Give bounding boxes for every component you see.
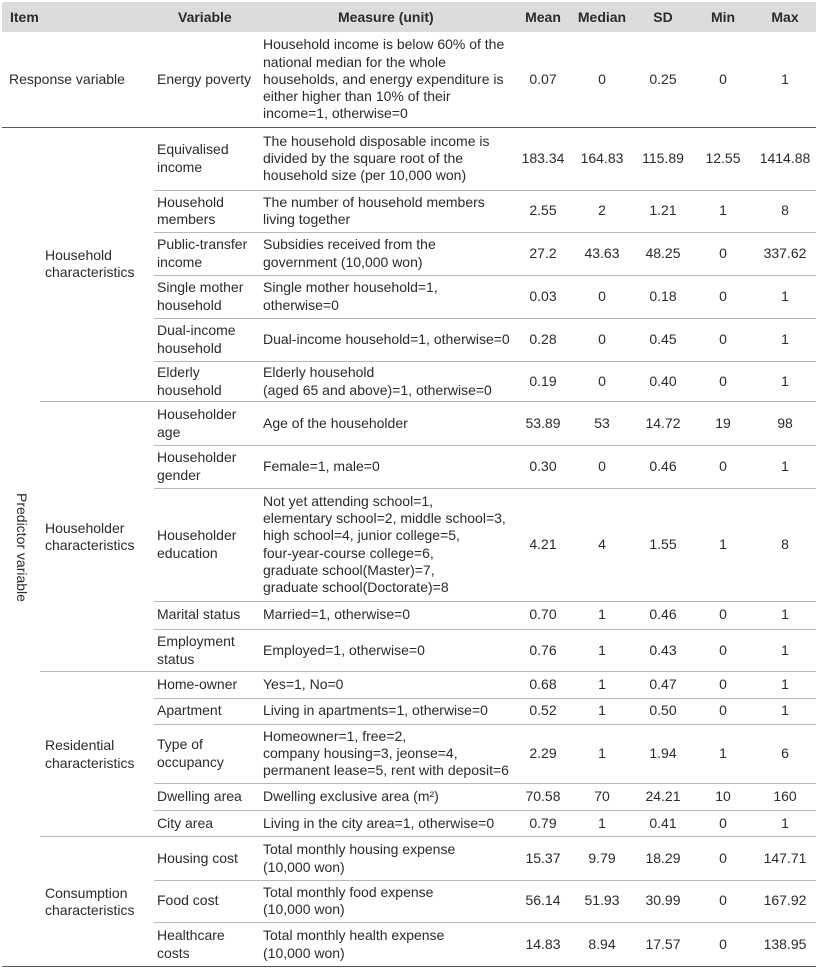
cell-measure: Yes=1, No=0 [263, 676, 344, 693]
cell-min: 1 [719, 202, 727, 219]
cell-max: 147.71 [763, 849, 807, 866]
cell-mean: 0.76 [529, 641, 557, 658]
cell-median: 1 [598, 606, 606, 623]
cell-median: 1 [598, 676, 606, 693]
item-response-variable: Response variable [9, 70, 125, 87]
cell-variable: Dual-income household [157, 322, 236, 356]
cell-max: 1 [781, 372, 789, 389]
header-sd: SD [653, 9, 673, 25]
cell-max: 98 [777, 414, 793, 431]
cell-mean: 0.79 [529, 814, 557, 831]
row-divider [154, 275, 816, 276]
cell-measure: Age of the householder [263, 414, 408, 431]
cell-measure: Not yet attending school=1, elementary school=2, middle school=3, high school=4, junior college=5, four-year-course college=6, graduate school(Master)=7, graduate school(Doctorate)=8 [263, 492, 506, 595]
cell-max: 160 [773, 787, 797, 804]
cell-min: 10 [715, 787, 731, 804]
cell-variable: Food cost [157, 892, 219, 909]
cell-median: 164.83 [580, 149, 624, 166]
header-measure: Measure (unit) [338, 9, 434, 25]
cell-measure: Single mother household=1, otherwise=0 [263, 279, 438, 313]
cell-sd: 1.21 [649, 202, 677, 219]
cell-max: 138.95 [763, 935, 807, 952]
cell-min: 1 [719, 744, 727, 761]
cell-variable: Apartment [157, 702, 222, 719]
cell-measure: Dual-income household=1, otherwise=0 [263, 330, 510, 347]
row-divider [154, 318, 816, 319]
cell-mean: 0.03 [529, 287, 557, 304]
cell-sd: 30.99 [645, 892, 681, 909]
cell-mean: 53.89 [525, 414, 561, 431]
cell-sd: 0.45 [649, 330, 677, 347]
cell-variable: Equivalised income [157, 141, 229, 175]
cell-max: 1 [781, 606, 789, 623]
cell-min: 19 [715, 414, 731, 431]
row-divider [154, 698, 816, 699]
row-divider [154, 922, 816, 923]
cell-mean: 56.14 [525, 892, 561, 909]
header-variable: Variable [178, 9, 232, 25]
cell-variable: Healthcare costs [157, 927, 225, 961]
group-householder: Householder characteristics [45, 519, 135, 553]
cell-mean: 15.37 [525, 849, 561, 866]
table-header [2, 2, 816, 32]
cell-measure: Living in apartments=1, otherwise=0 [263, 702, 488, 719]
cell-mean: 0.70 [529, 606, 557, 623]
cell-min: 0 [719, 849, 727, 866]
row-divider [154, 445, 816, 446]
cell-max: 1 [781, 70, 789, 87]
cell-sd: 0.47 [649, 676, 677, 693]
cell-median: 1 [598, 641, 606, 658]
row-divider [154, 724, 816, 725]
cell-min: 0 [719, 70, 727, 87]
cell-median: 4 [598, 535, 606, 552]
cell-mean: 2.55 [529, 202, 557, 219]
cell-min: 0 [719, 330, 727, 347]
cell-median: 0 [598, 330, 606, 347]
cell-sd: 0.43 [649, 641, 677, 658]
cell-max: 167.92 [763, 892, 807, 909]
cell-sd: 14.72 [645, 414, 681, 431]
cell-min: 0 [719, 457, 727, 474]
cell-min: 0 [719, 287, 727, 304]
cell-min: 0 [719, 606, 727, 623]
header-min: Min [710, 9, 736, 25]
cell-sd: 1.55 [649, 535, 677, 552]
row-divider [40, 836, 816, 837]
cell-measure: Subsidies received from the government (10,000 won) [263, 236, 436, 270]
cell-measure: Total monthly housing expense (10,000 won) [263, 841, 456, 875]
cell-variable: Elderly household [157, 364, 222, 398]
cell-max: 1414.88 [759, 149, 811, 166]
row-divider [154, 880, 816, 881]
cell-mean: 0.07 [529, 70, 557, 87]
cell-variable: Householder age [157, 406, 237, 440]
cell-min: 0 [719, 892, 727, 909]
cell-max: 337.62 [763, 244, 807, 261]
cell-sd: 0.18 [649, 287, 677, 304]
cell-sd: 115.89 [642, 149, 684, 166]
cell-variable: Type of occupancy [157, 736, 224, 770]
cell-max: 1 [781, 457, 789, 474]
cell-sd: 17.57 [645, 935, 681, 952]
cell-variable: Housing cost [157, 849, 238, 866]
cell-measure: Household income is below 60% of the national median for the whole households, and energy expenditure is either higher than 10% of their income=1, otherwise=0 [263, 36, 505, 122]
cell-sd: 1.94 [649, 744, 677, 761]
cell-median: 1 [598, 744, 606, 761]
cell-median: 8.94 [588, 935, 616, 952]
cell-max: 8 [781, 535, 789, 552]
cell-sd: 0.46 [649, 457, 677, 474]
cell-variable: Energy poverty [157, 70, 252, 87]
cell-variable: City area [157, 814, 214, 831]
row-divider [40, 671, 816, 672]
cell-max: 1 [781, 702, 789, 719]
cell-median: 0 [598, 287, 606, 304]
cell-max: 1 [781, 641, 789, 658]
cell-variable: Householder gender [157, 449, 237, 483]
cell-measure: Total monthly food expense (10,000 won) [263, 883, 434, 917]
row-divider [2, 127, 816, 128]
cell-mean: 0.68 [529, 676, 557, 693]
group-household: Household characteristics [45, 246, 135, 280]
group-residential: Residential characteristics [45, 737, 135, 771]
cell-mean: 4.21 [529, 535, 557, 552]
cell-min: 0 [719, 676, 727, 693]
row-divider [154, 810, 816, 811]
cell-variable: Employment status [157, 633, 235, 667]
header-item: Item [10, 9, 39, 25]
cell-max: 1 [781, 814, 789, 831]
row-divider [154, 488, 816, 489]
cell-measure: Homeowner=1, free=2, company housing=3, jeonse=4, permanent lease=5, rent with deposit=6 [263, 727, 509, 779]
cell-median: 70 [594, 787, 610, 804]
cell-mean: 183.34 [521, 149, 565, 166]
cell-mean: 14.83 [525, 935, 561, 952]
cell-variable: Public-transfer income [157, 236, 248, 270]
cell-median: 0 [598, 70, 606, 87]
cell-min: 0 [719, 641, 727, 658]
row-divider [2, 966, 816, 967]
cell-median: 53 [594, 414, 610, 431]
cell-mean: 27.2 [529, 244, 557, 261]
cell-mean: 0.19 [529, 372, 557, 389]
cell-measure: Female=1, male=0 [263, 457, 380, 474]
cell-max: 1 [781, 330, 789, 347]
cell-min: 0 [719, 372, 727, 389]
cell-median: 1 [598, 814, 606, 831]
cell-sd: 0.25 [649, 70, 677, 87]
cell-variable: Home-owner [157, 676, 238, 693]
cell-sd: 24.21 [645, 787, 681, 804]
cell-median: 1 [598, 702, 606, 719]
cell-sd: 18.29 [645, 849, 681, 866]
cell-min: 0 [719, 935, 727, 952]
item-predictor-variable: Predictor variable [14, 492, 30, 602]
cell-measure: Dwelling exclusive area (m²) [263, 787, 439, 804]
cell-min: 0 [719, 244, 727, 261]
row-divider [154, 783, 816, 784]
group-consumption: Consumption characteristics [45, 884, 135, 918]
cell-min: 0 [719, 814, 727, 831]
cell-median: 9.79 [588, 849, 616, 866]
row-divider [154, 629, 816, 630]
header-mean: Mean [525, 9, 561, 25]
cell-measure: Living in the city area=1, otherwise=0 [263, 814, 495, 831]
cell-max: 1 [781, 287, 789, 304]
cell-median: 43.63 [584, 244, 620, 261]
cell-sd: 48.25 [645, 244, 681, 261]
cell-variable: Dwelling area [157, 787, 242, 804]
row-divider [40, 401, 816, 402]
cell-min: 1 [719, 535, 727, 552]
row-divider [154, 601, 816, 602]
header-median: Median [577, 9, 627, 25]
cell-measure: The number of household members living together [263, 193, 485, 227]
cell-mean: 70.58 [525, 787, 561, 804]
cell-measure: Employed=1, otherwise=0 [263, 641, 425, 658]
cell-mean: 0.30 [529, 457, 557, 474]
cell-measure: Married=1, otherwise=0 [263, 606, 411, 623]
cell-variable: Household members [157, 193, 224, 227]
header-max: Max [771, 9, 799, 25]
cell-variable: Single mother household [157, 279, 244, 313]
row-divider [154, 361, 816, 362]
cell-min: 12.55 [705, 149, 741, 166]
row-divider [154, 232, 816, 233]
cell-variable: Householder education [157, 527, 237, 561]
cell-sd: 0.50 [649, 702, 677, 719]
cell-mean: 2.29 [529, 744, 557, 761]
cell-max: 1 [781, 676, 789, 693]
cell-sd: 0.41 [649, 814, 677, 831]
cell-max: 6 [781, 744, 789, 761]
cell-median: 51.93 [584, 892, 620, 909]
cell-sd: 0.40 [649, 372, 677, 389]
cell-median: 0 [598, 372, 606, 389]
cell-mean: 0.28 [529, 330, 557, 347]
cell-measure: Elderly household (aged 65 and above)=1, otherwise=0 [263, 364, 492, 398]
row-divider [154, 190, 816, 191]
cell-variable: Marital status [157, 606, 241, 623]
cell-sd: 0.46 [649, 606, 677, 623]
cell-measure: Total monthly health expense (10,000 won) [263, 927, 445, 961]
cell-mean: 0.52 [529, 702, 557, 719]
cell-median: 2 [598, 202, 606, 219]
cell-min: 0 [719, 702, 727, 719]
cell-median: 0 [598, 457, 606, 474]
cell-measure: The household disposable income is divided by the square root of the household size (per 10,000 won) [263, 132, 490, 184]
cell-max: 8 [781, 202, 789, 219]
